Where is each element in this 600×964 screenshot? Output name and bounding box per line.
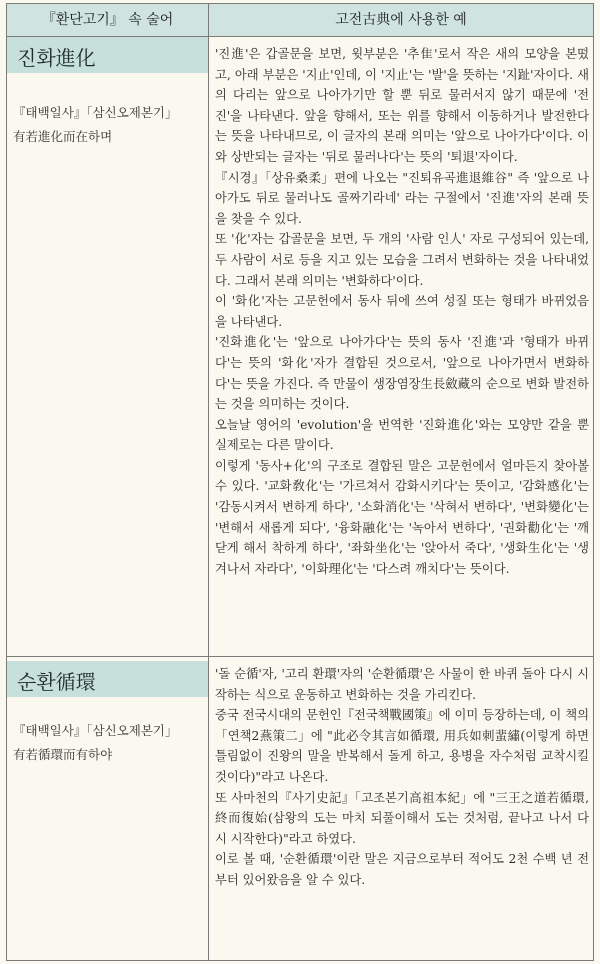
usage-paragraph: '진進'은 갑골문을 보면, 윗부분은 '추隹'로서 작은 새의 모양을 본떴고, 아래 부분은 '지止'인데, 이 '지止'는 '발'을 뜻하는 '지趾'자이다. 새의 다리는 앞으로 나아가기만 할 뿐 뒤로 물러서지 않기 때문에 '전진'을 나타낸다. 앞을 향해서, 또는 위를 향해서 이동하거나 발전한다는 뜻을 나타내므로, 이 글자의 본래 의미는 '앞으로 나아가다'이다. 이와 상반되는 글자는 '뒤로 물러나다'는 뜻의 '퇴退'자이다. — [215, 47, 589, 164]
usage-paragraph: 또 사마천의『사기史記』「고조본기高祖本紀」에 "三王之道若循環, 終而復始(삼왕의 도는 마치 되풀이해서 도는 것처럼, 끝나고 나서 다시 시작한다)"라고 하였다. — [215, 790, 589, 846]
usage-cell-jinhwa — [215, 44, 589, 579]
header-left: 『환단고기』 속 술어 — [41, 12, 174, 28]
term-source: 『태백일사』「삼신오제본기」 — [13, 723, 178, 738]
usage-paragraph: 또 '化'자는 갑골문을 보면, 두 개의 '사람 인人' 자로 구성되어 있는데, 두 사람이 서로 등을 지고 있는 모습을 그려서 변화하는 것을 나타내었다. 그래서 본래 의미는 '변화하다'이다. — [215, 232, 589, 288]
usage-paragraph: '돌 순循'자, '고리 환環'자의 '순환循環'은 사물이 한 바퀴 돌아 다시 시작하는 식으로 운동하고 변화하는 것을 가리킨다. — [215, 667, 589, 702]
term-cell-jinhwa — [7, 37, 208, 655]
term-title: 순환循環 — [17, 670, 96, 694]
term-title-bar — [7, 37, 208, 73]
usage-paragraph: 『시경』「상유桑柔」편에 나오는 "진퇴유곡進退維谷" 즉 '앞으로 나아가도 뒤로 물러나도 골짜기라네' 라는 구절에서 '진進'자의 본래 뜻을 찾을 수 있다. — [215, 170, 589, 226]
usage-paragraph: 이 '화化'자는 고문헌에서 동사 뒤에 쓰여 성질 또는 형태가 바뀌었음을 나타낸다. — [215, 294, 589, 329]
term-title-bar — [7, 661, 208, 697]
term-cell-sunhwan — [7, 657, 208, 960]
column-divider — [208, 4, 209, 960]
table-header — [7, 4, 593, 37]
term-quote: 有若進化而在하며 — [13, 129, 113, 144]
usage-paragraph: 이렇게 '동사+化'의 구조로 결합된 말은 고문헌에서 얼마든지 찾아볼 수 있다. '교화敎化'는 '가르쳐서 감화시키다'는 뜻이고, '감화感化'는 '감동시켜서 변하게 하다', '소화消化'는 '삭혀서 변하다', '변화變化'는 '변해서 새롭게 되다', '융화融化'는 '녹아서 변하다', '권화勸化'는 '깨닫게 해서 착하게 하다', '좌화坐化'는 '앉아서 죽다', '생화生化'는 '생겨나서 자라다', '이화理化'는 '다스려 깨치다'는 뜻이다. — [215, 458, 589, 576]
usage-paragraph: '진화進化'는 '앞으로 나아가다'는 뜻의 동사 '진進'과 '형태가 바뀌다'는 뜻의 '화化'자가 결합된 것으로서, '앞으로 나아가면서 변화하다'는 뜻을 가진다. 즉 만물이 생장염장生長斂藏의 순으로 변화 발전하는 것을 의미하는 것이다. — [215, 335, 589, 412]
header-right: 고전古典에 사용한 예 — [335, 12, 467, 28]
usage-paragraph: 중국 전국시대의 문헌인『전국책戰國策』에 이미 등장하는데, 이 책의「연책2燕策二」에 "此必令其言如循環, 用兵如刺蜚繡(이렇게 하면 틀림없이 진왕의 말을 반복해서 돌게 하고, 용병을 자수처럼 교착시킬 것이다)"라고 나온다. — [215, 708, 589, 784]
term-title: 진화進化 — [17, 46, 96, 70]
usage-cell-sunhwan — [215, 664, 589, 891]
comparison-table — [6, 3, 594, 961]
term-source: 『태백일사』「삼신오제본기」 — [13, 105, 178, 120]
usage-paragraph: 이로 볼 때, '순환循環'이란 말은 지금으로부터 적어도 2천 수백 년 전부터 있어왔음을 알 수 있다. — [215, 852, 589, 887]
term-quote: 有若循環而有하야 — [13, 747, 113, 762]
usage-paragraph: 오늘날 영어의 'evolution'을 번역한 '진화進化'와는 모양만 같을 뿐 실제로는 다른 말이다. — [215, 417, 589, 453]
